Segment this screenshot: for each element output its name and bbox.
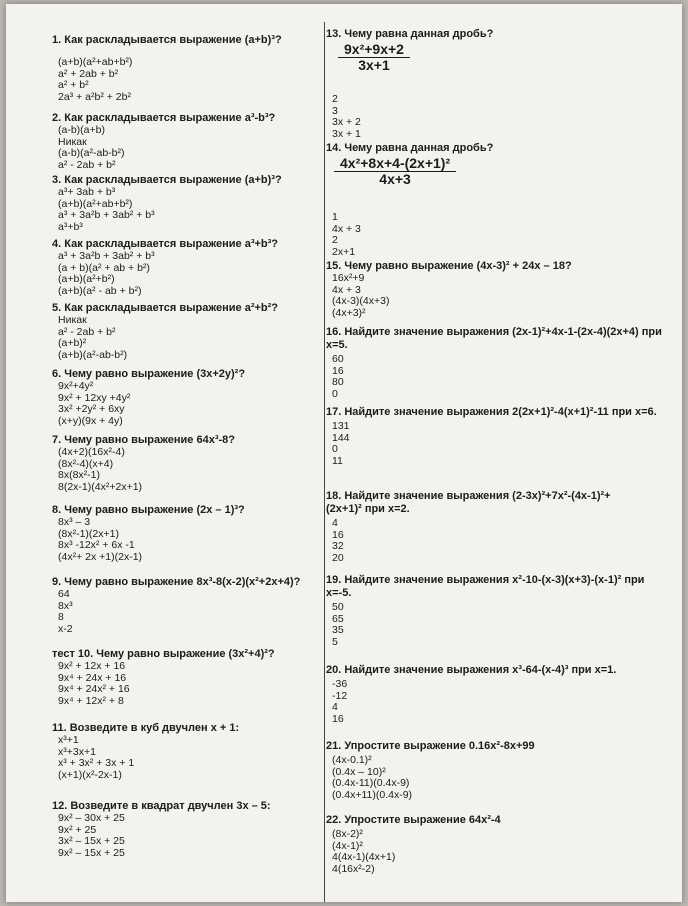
answer-option[interactable]: (8x²-4)(x+4) <box>58 457 114 470</box>
answer-option[interactable]: (0.4x – 10)² <box>332 765 386 778</box>
answer-option[interactable]: a² - 2ab + b² <box>58 158 116 171</box>
answer-option[interactable]: 5 <box>332 635 338 648</box>
question-block <box>326 142 493 155</box>
fraction <box>338 42 410 73</box>
answer-options <box>52 57 282 103</box>
answer-option[interactable]: 9x⁴ + 24x² + 16 <box>58 683 130 696</box>
question-block <box>52 434 235 493</box>
answer-options <box>326 679 616 725</box>
answer-option[interactable]: 16 <box>332 364 344 377</box>
question-text: 11. Возведите в куб двучлен x + 1: <box>52 722 240 734</box>
fraction-denominator: 4x+3 <box>379 171 411 187</box>
answer-option[interactable]: 3x + 2 <box>332 116 361 129</box>
fraction-denominator: 3x+1 <box>358 57 390 73</box>
answer-option[interactable]: (8x²-1)(2x+1) <box>58 527 119 540</box>
answer-option[interactable]: 8x³ -12x² + 6x -1 <box>58 539 135 552</box>
answer-options <box>326 518 646 564</box>
question-text: 15. Чему равно выражение (4x-3)² + 24x – 18? <box>326 260 572 272</box>
answer-option[interactable]: x³ + 3x² + 3x + 1 <box>58 757 135 770</box>
question-block <box>52 238 278 297</box>
answer-option[interactable]: (4x+2)(16x²-4) <box>58 446 125 458</box>
question-text: 2. Как раскладывается выражение a³-b³? <box>52 112 276 124</box>
answer-option[interactable]: (4x-3)(4x+3) <box>332 295 390 308</box>
answer-option[interactable]: x³+3x+1 <box>58 745 96 758</box>
answer-option[interactable]: 8(2x-1)(4x²+2x+1) <box>58 480 143 493</box>
answer-options <box>326 273 572 319</box>
question-text: 9. Чему равно выражение 8x³-8(x-2)(x²+2x+4)? <box>52 576 301 588</box>
fraction-numerator: 9x²+9x+2 <box>338 42 410 58</box>
question-block <box>326 94 361 140</box>
answer-option[interactable]: x-2 <box>58 622 73 635</box>
answer-option[interactable]: (4x-1)² <box>332 839 363 852</box>
answer-option[interactable]: a³ + 3a²b + 3ab² + b³ <box>58 250 155 262</box>
answer-option[interactable]: a² + b² <box>58 79 89 92</box>
answer-options <box>52 381 245 427</box>
question-text: 5. Как раскладывается выражение a²+b²? <box>52 302 279 314</box>
question-block <box>52 504 245 563</box>
answer-option[interactable]: 8 <box>58 611 64 624</box>
answer-option[interactable]: 2a³ + a²b² + 2b² <box>58 90 131 103</box>
answer-option[interactable]: 4(16x²-2) <box>332 862 375 875</box>
question-block <box>326 406 672 467</box>
answer-option[interactable]: 9x⁴ + 24x + 16 <box>58 671 127 684</box>
question-block <box>326 326 672 400</box>
question-block <box>52 576 300 635</box>
answer-options <box>326 602 656 648</box>
answer-option[interactable]: (4x+3)² <box>332 306 366 319</box>
question-text: 6. Чему равно выражение (3x+2y)²? <box>52 368 246 380</box>
answer-options <box>52 315 278 361</box>
answer-options <box>326 94 361 140</box>
answer-option[interactable]: 8x(8x²-1) <box>58 469 101 482</box>
answer-option[interactable]: 3x² – 15x + 25 <box>58 835 125 848</box>
answer-option[interactable]: 3 <box>332 104 338 117</box>
answer-options <box>52 813 271 859</box>
answer-option[interactable]: 2 <box>332 93 338 105</box>
question-block <box>52 800 271 859</box>
question-text: тест 10. Чему равно выражение (3x²+4)²? <box>52 648 275 660</box>
question-block <box>52 174 282 233</box>
answer-option[interactable]: 9x²+4y² <box>58 380 94 392</box>
question-block <box>326 260 572 319</box>
question-text: 19. Найдите значение выражения x²-10-(x-3)(x+3)-(x-1)² при x=-5. <box>326 574 645 599</box>
answer-option[interactable]: 16 <box>332 528 344 541</box>
answer-option[interactable]: (a+b)² <box>58 337 87 350</box>
answer-option[interactable]: 9x² – 15x + 25 <box>58 846 125 859</box>
question-text: 17. Найдите значение выражения 2(2x+1)²-4(x+1)²-11 при x=6. <box>326 406 657 418</box>
answer-option[interactable]: 16x²+9 <box>332 272 365 284</box>
question-text: 18. Найдите значение выражения (2-3x)²+7x²-(4x-1)²+(2x+1)² при x=2. <box>326 490 611 515</box>
worksheet-page <box>6 4 682 902</box>
answer-option[interactable]: Никак <box>58 314 87 326</box>
answer-option[interactable]: 4x + 3 <box>332 222 361 235</box>
answer-option[interactable]: 0 <box>332 387 338 400</box>
answer-option[interactable]: 131 <box>332 420 350 432</box>
question-block <box>326 28 493 41</box>
question-text: 20. Найдите значение выражения x³-64-(x-4)³ при x=1. <box>326 664 617 676</box>
answer-option[interactable]: a³ + 3a²b + 3ab² + b³ <box>58 209 155 222</box>
answer-options <box>52 447 235 493</box>
answer-option[interactable]: 1 <box>332 211 338 223</box>
question-text: 3. Как раскладывается выражение (a+b)³? <box>52 174 282 186</box>
answer-option[interactable]: (4x²+ 2x +1)(2x-1) <box>58 550 143 563</box>
answer-option[interactable]: 4x + 3 <box>332 283 361 296</box>
answer-options <box>326 354 672 400</box>
answer-option[interactable]: 65 <box>332 612 344 625</box>
answer-option[interactable]: (a-b)(a+b) <box>58 124 105 136</box>
question-block <box>52 722 239 781</box>
answer-option[interactable]: 32 <box>332 540 344 553</box>
answer-options <box>52 251 278 297</box>
answer-option[interactable]: 8x³ – 3 <box>58 516 91 528</box>
answer-option[interactable]: (x+1)(x²-2x-1) <box>58 768 122 781</box>
question-text: 4. Как раскладывается выражение a³+b³? <box>52 238 279 250</box>
answer-options <box>326 829 501 875</box>
answer-option[interactable]: 50 <box>332 601 344 613</box>
answer-option[interactable]: 2x+1 <box>332 245 356 258</box>
answer-option[interactable]: 4(4x-1)(4x+1) <box>332 851 396 864</box>
answer-option[interactable]: 8x³ <box>58 599 73 612</box>
answer-option[interactable]: (a+b)(a²+ab+b²) <box>58 197 133 210</box>
question-text: 14. Чему равна данная дробь? <box>326 142 494 154</box>
question-block <box>52 368 245 427</box>
question-block <box>326 664 616 725</box>
answer-option[interactable]: 9x² + 12x + 16 <box>58 660 126 672</box>
question-block <box>326 490 646 564</box>
answer-option[interactable]: x³+1 <box>58 734 79 746</box>
answer-options <box>52 517 245 563</box>
answer-options <box>326 212 361 258</box>
answer-option[interactable]: (a+b)(a²-ab-b²) <box>58 348 128 361</box>
fraction-numerator: 4x²+8x+4-(2x+1)² <box>334 156 456 172</box>
answer-option[interactable]: a³+b³ <box>58 220 83 233</box>
answer-option[interactable]: (8x-2)² <box>332 828 363 840</box>
question-text: 21. Упростите выражение 0.16x²-8x+99 <box>326 740 535 752</box>
answer-option[interactable]: (x+y)(9x + 4y) <box>58 414 123 427</box>
question-block <box>326 212 361 258</box>
question-text: 12. Возведите в квадрат двучлен 3x – 5: <box>52 800 271 812</box>
answer-option[interactable]: (a+b)(a²+b²) <box>58 273 115 286</box>
answer-options <box>52 661 275 707</box>
answer-option[interactable]: a² + 2ab + b² <box>58 67 119 80</box>
answer-option[interactable]: 3x + 1 <box>332 127 361 140</box>
question-text: 8. Чему равно выражение (2x – 1)³? <box>52 504 245 516</box>
answer-option[interactable]: 4 <box>332 701 338 714</box>
question-block <box>326 814 501 875</box>
answer-option[interactable]: a³+ 3ab + b³ <box>58 186 116 198</box>
question-block <box>52 112 275 171</box>
question-block <box>326 574 656 648</box>
question-text: 7. Чему равно выражение 64x³-8? <box>52 434 235 446</box>
answer-option[interactable]: 60 <box>332 353 344 365</box>
question-text: 1. Как раскладывается выражение (a+b)³? <box>52 34 282 46</box>
answer-option[interactable]: 4 <box>332 517 338 529</box>
answer-option[interactable]: (a+b)(a²+ab+b²) <box>58 56 133 68</box>
answer-options <box>52 735 239 781</box>
question-text: 13. Чему равна данная дробь? <box>326 28 494 40</box>
answer-options <box>326 421 672 467</box>
answer-option[interactable]: 9x⁴ + 12x² + 8 <box>58 694 124 707</box>
answer-options <box>52 187 282 233</box>
answer-option[interactable]: 16 <box>332 712 344 725</box>
question-block <box>52 302 278 361</box>
answer-option[interactable]: (4x-0.1)² <box>332 754 372 766</box>
answer-option[interactable]: 3x² +2y² + 6xy <box>58 403 125 416</box>
answer-options <box>52 125 275 171</box>
answer-option[interactable]: Никак <box>58 135 87 148</box>
answer-option[interactable]: a² - 2ab + b² <box>58 325 116 338</box>
answer-option[interactable]: 80 <box>332 376 344 389</box>
fraction <box>334 156 456 187</box>
answer-option[interactable]: (a+b)(a² - ab + b²) <box>58 284 142 297</box>
answer-option[interactable]: 11 <box>332 454 343 467</box>
question-block <box>52 648 275 707</box>
answer-option[interactable]: -12 <box>332 689 348 702</box>
answer-options <box>326 755 535 801</box>
answer-option[interactable]: 9x² + 25 <box>58 823 97 836</box>
answer-option[interactable]: 0 <box>332 443 338 456</box>
answer-option[interactable]: 2 <box>332 234 338 247</box>
question-text: 16. Найдите значение выражения (2x-1)²+4x-1-(2x-4)(2x+4) при x=5. <box>326 326 662 351</box>
answer-options <box>52 589 300 635</box>
answer-option[interactable]: 20 <box>332 551 344 564</box>
question-block <box>52 34 282 103</box>
answer-option[interactable]: 64 <box>58 588 70 600</box>
answer-option[interactable]: (0.4x-11)(0.4x-9) <box>332 777 410 790</box>
answer-option[interactable]: 144 <box>332 431 350 444</box>
answer-option[interactable]: 35 <box>332 624 344 637</box>
answer-option[interactable]: (a + b)(a² + ab + b²) <box>58 261 150 274</box>
answer-option[interactable]: 9x² + 12xy +4y² <box>58 391 131 404</box>
column-divider <box>324 22 325 902</box>
answer-option[interactable]: -36 <box>332 678 348 690</box>
answer-option[interactable]: (0.4x+11)(0.4x-9) <box>332 788 413 801</box>
answer-option[interactable]: 9x² – 30x + 25 <box>58 812 125 824</box>
question-block <box>326 740 535 801</box>
answer-option[interactable]: (a-b)(a²-ab-b²) <box>58 147 125 160</box>
question-text: 22. Упростите выражение 64x²-4 <box>326 814 501 826</box>
